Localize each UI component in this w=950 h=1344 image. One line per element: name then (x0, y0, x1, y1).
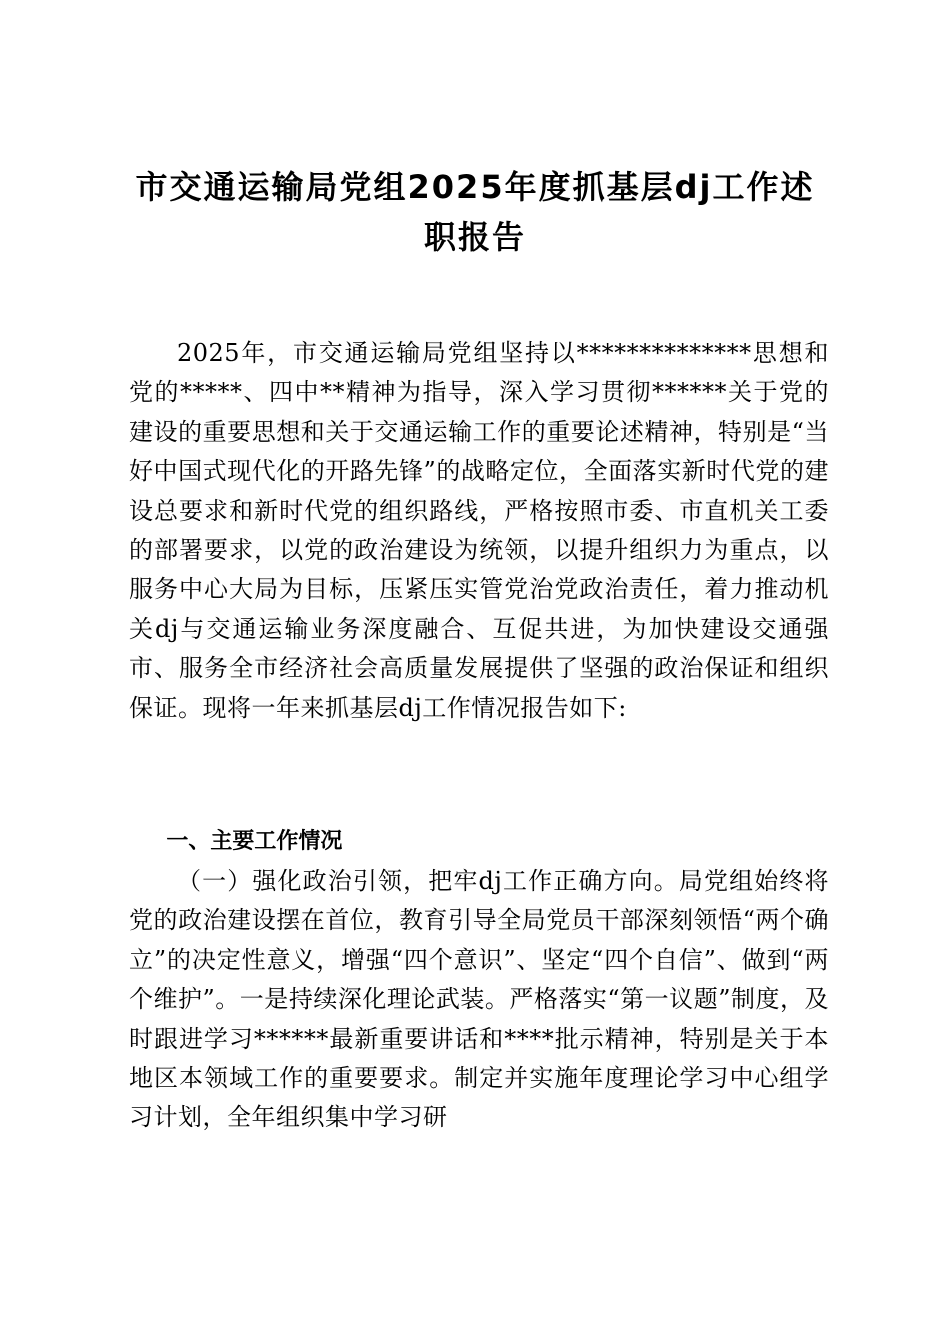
subsection-paragraph-political-guidance (129, 862, 829, 1138)
section-heading-main-work: 一、主要工作情况 (166, 829, 343, 854)
intro-paragraph: 2025年，市交通运输局党组坚持以**************思想和党的*****、四中**精神为指导，深入学习贯彻******关于党的建设的重要思想和关于交通运输工作的重要论述精神，特别是“当好中国式现代化的开路先锋”的战略定位，全面落实新时代党的建设总要求和新时代党的组织路线，严格按照市委、市直机关工委的部署要求，以党的政治建设为统领，以提升组织力为重点，以服务中心大局为目标，压紧压实管党治党政治责任，着力推动机关dj与交通运输业务深度融合、互促共进，为加快建设交通强市、服务全市经济社会高质量发展提供了坚强的政治保证和组织保证。现将一年来抓基层dj工作情况报告如下: (129, 339, 829, 722)
document-title: 市交通运输局党组2025年度抓基层dj工作述职报告 (135, 168, 815, 256)
subsection-lead: （一）强化政治引领，把牢dj工作正确方向。 (177, 867, 679, 895)
subsection-body: 局党组始终将党的政治建设摆在首位，教育引导全局党员干部深刻领悟“两个确立”的决定性意义，增强“四个意识”、坚定“四个自信”、做到“两个维护”。一是持续深化理论武装。严格落实“第一议题”制度，及时跟进学习******最新重要讲话和****批示精神，特别是关于本地区本领域工作的重要要求。制定并实施年度理论学习中心组学习计划，全年组织集中学习研 (129, 867, 829, 1132)
